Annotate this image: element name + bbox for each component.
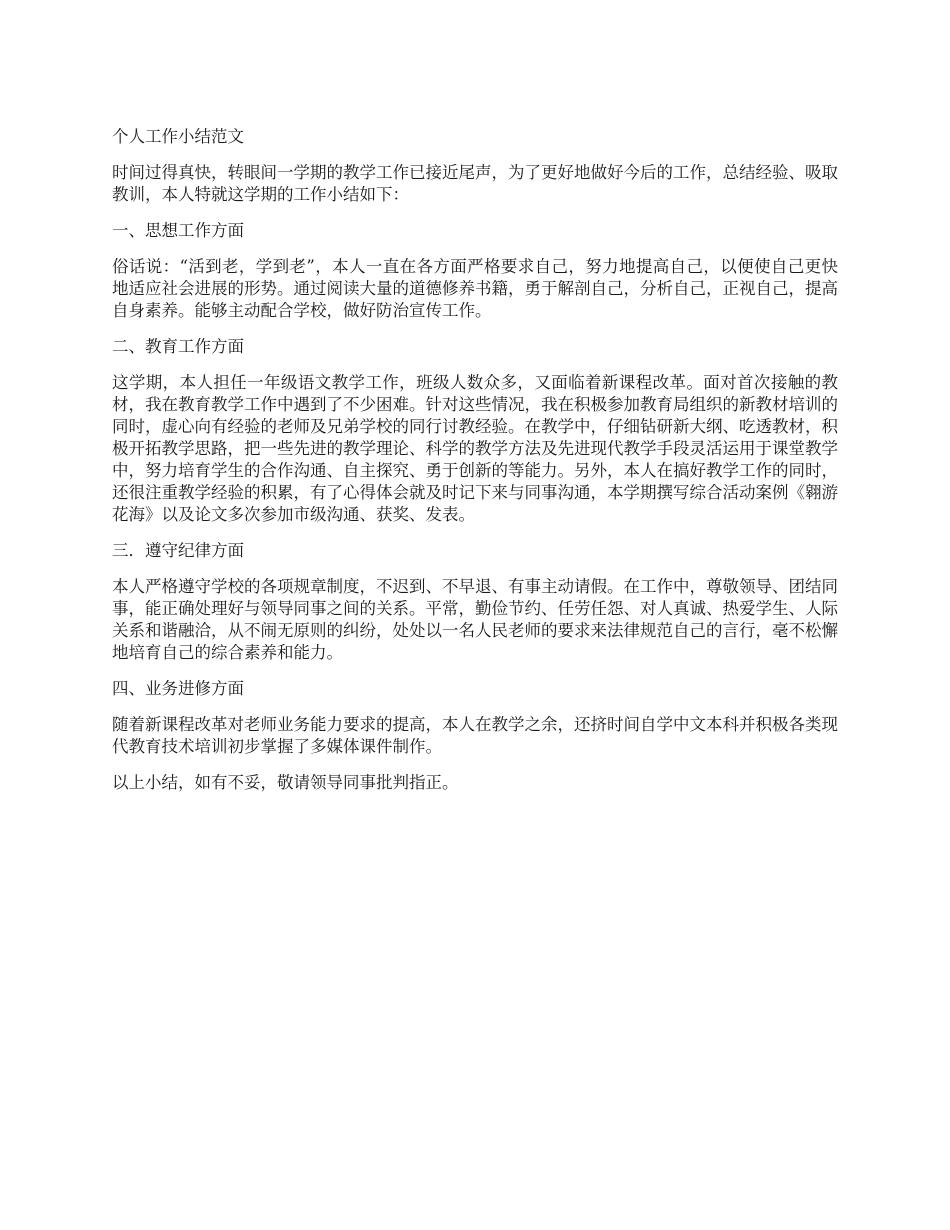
section-heading-education: 二、教育工作方面 xyxy=(112,337,244,356)
section-heading-discipline: 三．遵守纪律方面 xyxy=(112,541,244,560)
document-page xyxy=(112,126,838,808)
section-body-discipline: 本人严格遵守学校的各项规章制度，不迟到、不早退、有事主动请假。在工作中，尊敬领导、团结同事，能正确处理好与领导同事之间的关系。平常，勤俭节约、任劳任怨、对人真诚、热爱学生、人际关系和谐融洽，从不闹无原则的纠纷，处处以一名人民老师的要求来法律规范自己的言行，毫不松懈地培育自己的综合素养和能力。 xyxy=(112,577,838,662)
closing-paragraph: 以上小结，如有不妥，敬请领导同事批判指正。 xyxy=(112,773,459,792)
section-body-ideology: 俗话说：“活到老，学到老”，本人一直在各方面严格要求自己，努力地提高自己，以便使自己更快地适应社会进展的形势。通过阅读大量的道德修养书籍，勇于解剖自己，分析自己，正视自己，提高自身素养。能够主动配合学校，做好防治宣传工作。 xyxy=(112,257,838,320)
section-body-study: 随着新课程改革对老师业务能力要求的提高，本人在教学之余，还挤时间自学中文本科并积极各类现代教育技术培训初步掌握了多媒体课件制作。 xyxy=(112,715,838,756)
section-heading-ideology: 一、思想工作方面 xyxy=(112,221,244,240)
intro-paragraph: 时间过得真快，转眼间一学期的教学工作已接近尾声，为了更好地做好今后的工作，总结经验、吸取教训，本人特就这学期的工作小结如下： xyxy=(112,163,838,204)
section-body-education: 这学期，本人担任一年级语文教学工作，班级人数众多，又面临着新课程改革。面对首次接触的教材，我在教育教学工作中遇到了不少困难。针对这些情况，我在积极参加教育局组织的新教材培训的同时，虚心向有经验的老师及兄弟学校的同行讨教经验。在教学中，仔细钻研新大纲、吃透教材，积极开拓教学思路，把一些先进的教学理论、科学的教学方法及先进现代教学手段灵活运用于课堂教学中，努力培育学生的合作沟通、自主探究、勇于创新的等能力。另外，本人在搞好教学工作的同时，还很注重教学经验的积累，有了心得体会就及时记下来与同事沟通，本学期撰写综合活动案例《翱游花海》以及论文多次参加市级沟通、获奖、发表。 xyxy=(112,373,838,524)
section-heading-study: 四、业务进修方面 xyxy=(112,679,244,698)
document-title: 个人工作小结范文 xyxy=(112,127,244,146)
